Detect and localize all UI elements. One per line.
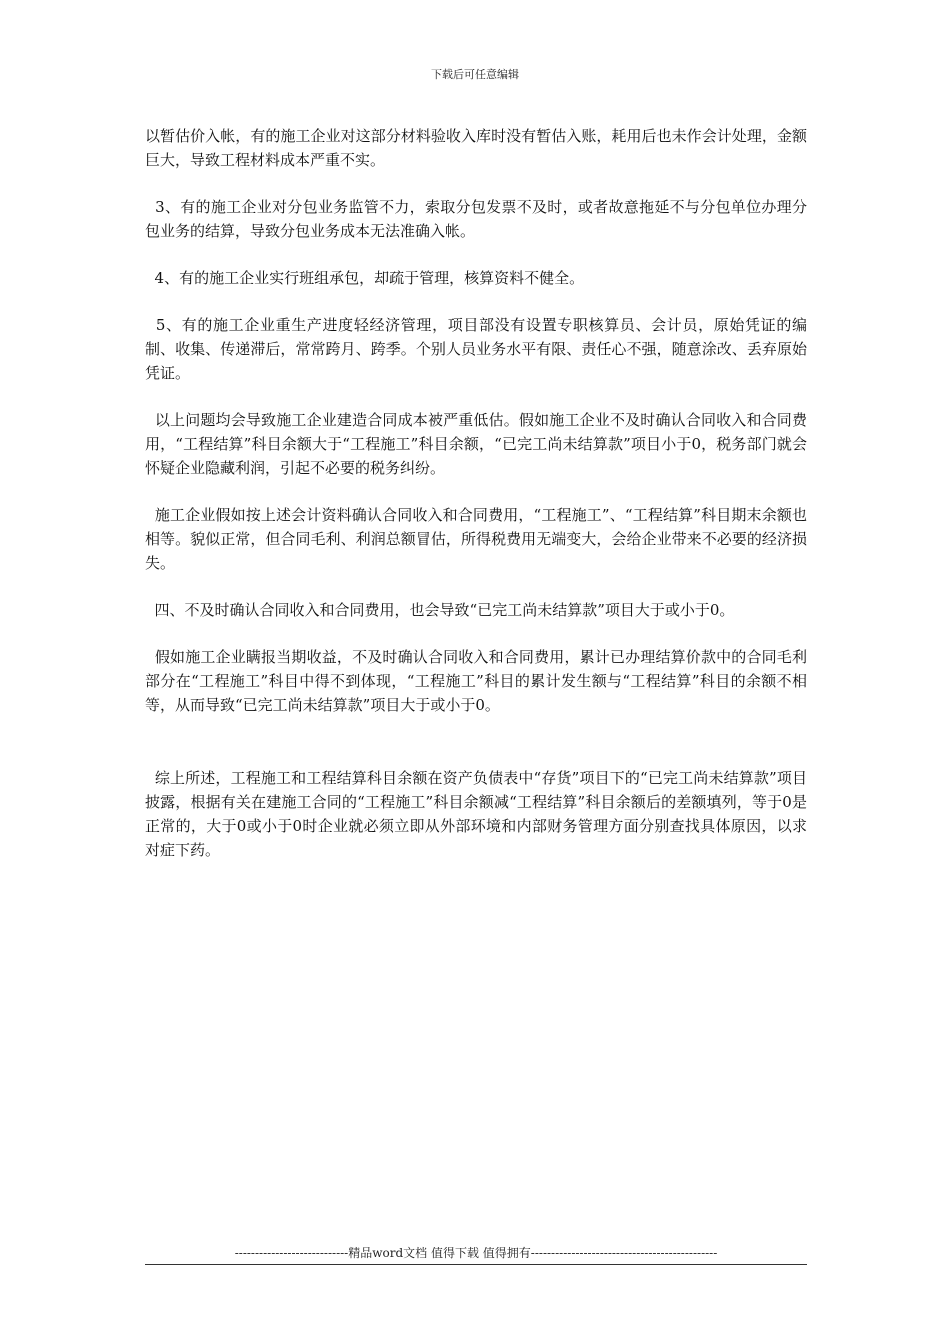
paragraph-4: 5、有的施工企业重生产进度轻经济管理，项目部没有设置专职核算员、会计员，原始凭证的编制、收集、传递滞后，常常跨月、跨季。个别人员业务水平有限、责任心不强，随意涂改、丢弃原始凭证。 — [145, 316, 807, 382]
paragraph-1: 以暂估价入帐，有的施工企业对这部分材料验收入库时没有暂估入账，耗用后也未作会计处理，金额巨大，导致工程材料成本严重不实。 — [145, 127, 807, 169]
paragraph-2: 3、有的施工企业对分包业务监管不力，索取分包发票不及时，或者故意拖延不与分包单位办理分包业务的结算，导致分包业务成本无法准确入帐。 — [145, 198, 807, 240]
footer-rule — [145, 1264, 807, 1265]
paragraph-7: 四、不及时确认合同收入和合同费用，也会导致“已完工尚未结算款”项目大于或小于0。 — [145, 601, 735, 619]
paragraph-6: 施工企业假如按上述会计资料确认合同收入和合同费用，“工程施工”、“工程结算”科目期末余额也相等。貌似正常，但合同毛利、利润总额冒估，所得税费用无端变大，会给企业带来不必要的经济损失。 — [145, 506, 807, 572]
page-header: 下载后可任意编辑 — [431, 68, 519, 81]
document-body — [145, 124, 807, 885]
paragraph-3: 4、有的施工企业实行班组承包，却疏于管理，核算资料不健全。 — [145, 269, 585, 287]
paragraph-8: 假如施工企业瞒报当期收益，不及时确认合同收入和合同费用，累计已办理结算价款中的合同毛利部分在“工程施工”科目中得不到体现，“工程施工”科目的累计发生额与“工程结算”科目的余额不相等，从而导致“已完工尚未结算款”项目大于或小于0。 — [145, 648, 807, 714]
paragraph-5: 以上问题均会导致施工企业建造合同成本被严重低估。假如施工企业不及时确认合同收入和合同费用，“工程结算”科目余额大于“工程施工”科目余额，“已完工尚未结算款”项目小于0，税务部门就会怀疑企业隐藏利润，引起不必要的税务纠纷。 — [145, 411, 807, 477]
paragraph-9: 综上所述，工程施工和工程结算科目余额在资产负债表中“存货”项目下的“已完工尚未结算款”项目披露，根据有关在建施工合同的“工程施工”科目余额减“工程结算”科目余额后的差额填列，等于0是正常的，大于0或小于0时企业就必须立即从外部环境和内部财务管理方面分别查找具体原因，以求对症下药。 — [145, 769, 807, 859]
page-footer: ----------------------------精品word文档 值得下载 值得拥有---------------------------------------------- — [234, 1246, 718, 1260]
